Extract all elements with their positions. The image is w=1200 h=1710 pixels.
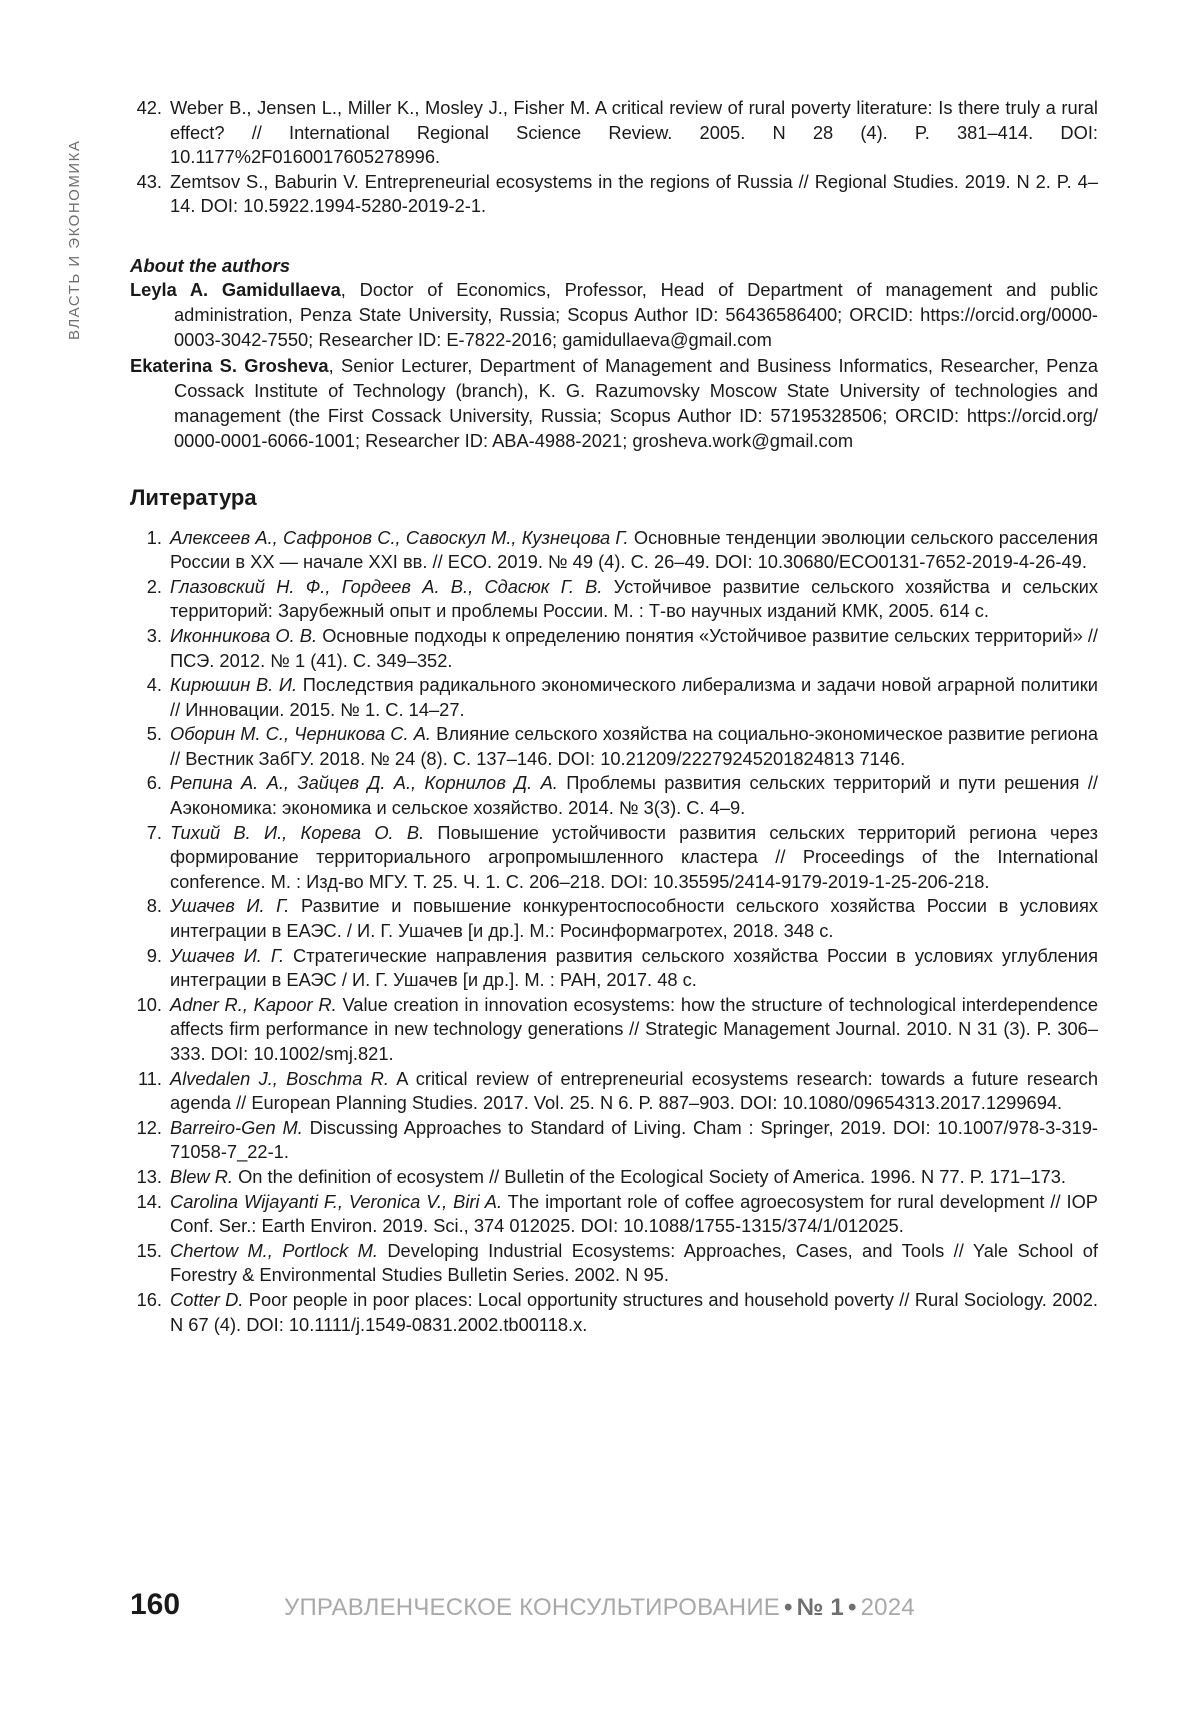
page-content [130,96,1098,1337]
author-entry [130,354,1098,453]
literature-text: Основные тенденции эволюции сельского расселения России в XX — начале XXI вв. // ЕСО. 2019. № 49 (4). С. 26–49. DOI: 10.30680/ECO0131-7652-2019-4-26-49. [170,527,1098,573]
literature-authors: Adner R., Kapoor R. [170,994,337,1015]
author-details: , Senior Lecturer, Department of Management and Business Informatics, Researcher, Penza Cossack Institute of Technology (branch), K. G. Razumovsky Moscow State University of technologies and management (the First Cossack University, Russia; Scopus Author ID: 57195328506; ORCID: https://orcid.org/ 0000-0001-6066-1001; Researcher ID: ABA-4988-2021; grosheva.work@gmail.com [174,355,1098,450]
literature-number: 4. [130,673,162,698]
literature-text: Повышение устойчивости развития сельских территорий региона через формирование территориального агропромышленного кластера // Proceedings of the International conference. М. : Изд-во МГУ. Т. 25. Ч. 1. С. 206–218. DOI: 10.35595/2414-9179-2019-1-25-206-218. [170,822,1098,892]
running-section-label: ВЛАСТЬ И ЭКОНОМИКА [66,100,88,340]
literature-item [130,993,1098,1067]
literature-item [130,722,1098,771]
literature-authors: Chertow M., Portlock M. [170,1240,378,1261]
literature-authors: Ушачев И. Г. [170,895,289,916]
literature-authors: Carolina Wijayanti F., Veronica V., Biri A. [170,1191,502,1212]
literature-item [130,944,1098,993]
literature-number: 6. [130,771,162,796]
literature-item [130,673,1098,722]
literature-text: Developing Industrial Ecosystems: Approaches, Cases, and Tools // Yale School of Forestry & Environmental Studies Bulletin Series. 2002. N 95. [170,1240,1098,1286]
literature-number: 15. [130,1239,162,1264]
reference-item [130,170,1098,219]
literature-list [130,526,1098,1338]
literature-number: 16. [130,1288,162,1313]
author-name: Ekaterina S. Grosheva [130,355,329,376]
literature-authors: Глазовский Н. Ф., Гордеев А. В., Сдасюк Г. В. [170,576,602,597]
literature-text: On the definition of ecosystem // Bulletin of the Ecological Society of America. 1996. N 77. P. 171–173. [233,1166,1066,1187]
literature-item [130,1239,1098,1288]
literature-item [130,1190,1098,1239]
reference-item [130,96,1098,170]
journal-title [284,1594,915,1622]
literature-item [130,1288,1098,1337]
literature-text: Poor people in poor places: Local opportunity structures and household poverty // Rural Sociology. 2002. N 67 (4). DOI: 10.1111/j.1549-0831.2002.tb00118.x. [170,1289,1098,1335]
literature-item [130,1116,1098,1165]
literature-text: Основные подходы к определению понятия «Устойчивое развитие сельских территорий» // ПСЭ. 2012. № 1 (41). С. 349–352. [170,625,1098,671]
literature-number: 5. [130,722,162,747]
literature-text: Value creation in innovation ecosystems: how the structure of technological interdependence affects firm performance in new technology generations // Strategic Management Journal. 2010. N 31 (3). P. 306–333. DOI: 10.1002/smj.821. [170,994,1098,1064]
literature-text: Проблемы развития сельских территорий и пути решения // Аэкономика: экономика и сельское хозяйство. 2014. № 3(3). С. 4–9. [170,772,1098,818]
literature-item [130,821,1098,895]
literature-text: The important role of coffee agroecosystem for rural development // IOP Conf. Ser.: Earth Environ. 2019. Sci., 374 012025. DOI: 10.1088/1755-1315/374/1/012025. [170,1191,1098,1237]
literature-authors: Репина А. А., Зайцев Д. А., Корнилов Д. А. [170,772,558,793]
literature-number: 1. [130,526,162,551]
literature-text: Discussing Approaches to Standard of Living. Cham : Springer, 2019. DOI: 10.1007/978-3-319-71058-7_22-1. [170,1117,1098,1163]
literature-number: 12. [130,1116,162,1141]
literature-number: 7. [130,821,162,846]
author-entry [130,278,1098,352]
literature-authors: Ушачев И. Г. [170,945,284,966]
journal-name: УПРАВЛЕНЧЕСКОЕ КОНСУЛЬТИРОВАНИЕ [284,1594,780,1621]
literature-item [130,1165,1098,1190]
literature-authors: Blew R. [170,1166,233,1187]
literature-item [130,575,1098,624]
literature-number: 11. [130,1067,162,1092]
separator-dot: • [848,1594,857,1621]
literature-number: 8. [130,894,162,919]
reference-text: Zemtsov S., Baburin V. Entrepreneurial ecosystems in the regions of Russia // Regional Studies. 2019. N 2. P. 4–14. DOI: 10.5922.1994-5280-2019-2-1. [170,171,1098,217]
reference-text: Weber B., Jensen L., Miller K., Mosley J., Fisher M. A critical review of rural poverty literature: Is there truly a rural effect? // International Regional Science Review. 2005. N 28 (4). P. 381–414. DOI: 10.1177%2F0160017605278996. [170,97,1098,167]
issue-number: № 1 [797,1594,844,1621]
page-footer [130,1588,1110,1628]
literature-number: 9. [130,944,162,969]
literature-number: 10. [130,993,162,1018]
author-details: , Doctor of Economics, Professor, Head of Department of management and public administration, Penza State University, Russia; Scopus Author ID: 56436586400; ORCID: https://orcid.org/0000-0003-3042-7550; Researcher ID: E-7822-2016; gamidullaeva@gmail.com [174,279,1098,350]
literature-authors: Cotter D. [170,1289,243,1310]
literature-text: Стратегические направления развития сельского хозяйства России в условиях углубления интеграции в ЕАЭС / И. Г. Ушачев [и др.]. М. : РАН, 2017. 48 с. [170,945,1098,991]
literature-item [130,624,1098,673]
literature-authors: Barreiro-Gen M. [170,1117,303,1138]
literature-item [130,1067,1098,1116]
literature-authors: Алексеев А., Сафронов С., Савоскул М., Кузнецова Г. [170,527,629,548]
about-authors-heading: About the authors [130,253,1098,278]
literature-text: A critical review of entrepreneurial ecosystems research: towards a future research agenda // European Planning Studies. 2017. Vol. 25. N 6. P. 887–903. DOI: 10.1080/09654313.2017.1299694. [170,1068,1098,1114]
literature-authors: Иконникова О. В. [170,625,317,646]
literature-text: Влияние сельского хозяйства на социально-экономическое развитие региона // Вестник ЗабГУ. 2018. № 24 (8). С. 137–146. DOI: 10.21209/22279245201824813 7146. [170,723,1098,769]
literature-number: 3. [130,624,162,649]
literature-item [130,894,1098,943]
literature-authors: Оборин М. С., Черникова С. А. [170,723,431,744]
page-number: 160 [130,1588,180,1622]
literature-number: 2. [130,575,162,600]
literature-item [130,526,1098,575]
literature-number: 13. [130,1165,162,1190]
literature-authors: Кирюшин В. И. [170,674,297,695]
literature-text: Устойчивое развитие сельского хозяйства и сельских территорий: Зарубежный опыт и проблемы России. М. : Т-во научных изданий КМК, 2005. 614 с. [170,576,1098,622]
literature-heading: Литература [130,484,1098,512]
separator-dot: • [784,1594,793,1621]
english-references-list [130,96,1098,219]
literature-authors: Alvedalen J., Boschma R. [170,1068,389,1089]
issue-year: 2024 [861,1594,915,1621]
literature-authors: Тихий В. И., Корева О. В. [170,822,424,843]
reference-number: 42. [130,96,162,121]
literature-text: Последствия радикального экономического либерализма и задачи новой аграрной политики // Инновации. 2015. № 1. С. 14–27. [170,674,1098,720]
literature-item [130,771,1098,820]
literature-text: Развитие и повышение конкурентоспособности сельского хозяйства России в условиях интеграции в ЕАЭС. / И. Г. Ушачев [и др.]. М.: Росинформагротех, 2018. 348 с. [170,895,1098,941]
author-name: Leyla A. Gamidullaeva [130,279,341,300]
reference-number: 43. [130,170,162,195]
literature-number: 14. [130,1190,162,1215]
